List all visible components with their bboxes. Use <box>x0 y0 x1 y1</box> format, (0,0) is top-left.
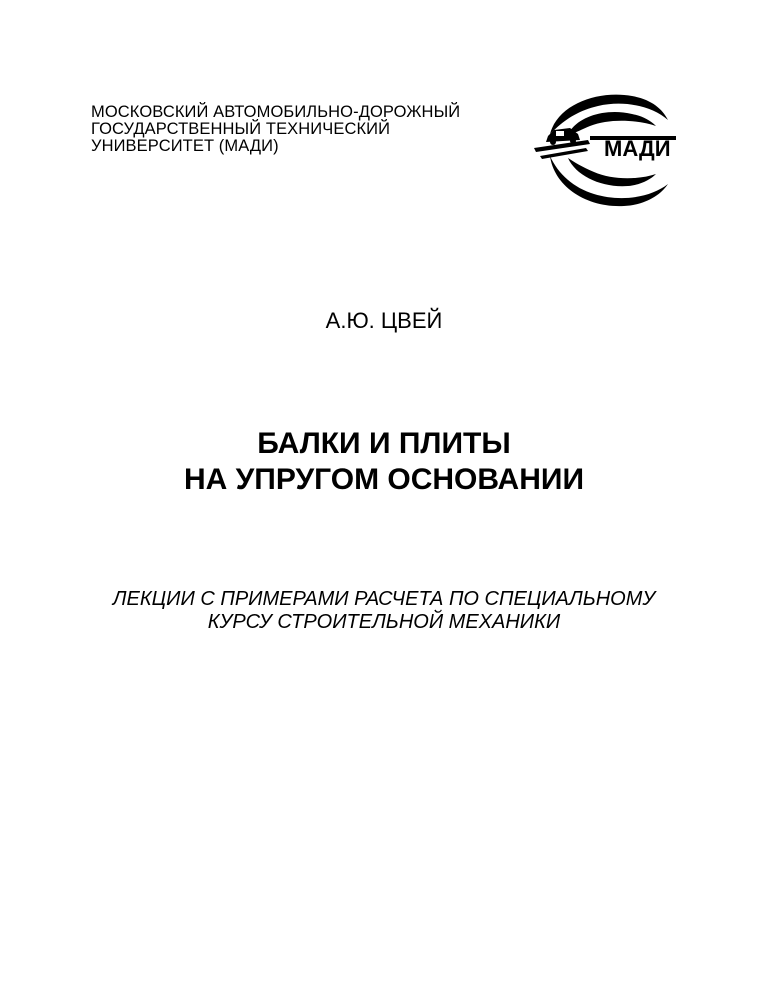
logo-text: МАДИ <box>604 136 671 161</box>
university-name <box>91 104 460 155</box>
madi-logo <box>528 90 676 210</box>
madi-emblem-icon <box>528 90 676 210</box>
subtitle-line-2: КУРСУ СТРОИТЕЛЬНОЙ МЕХАНИКИ <box>207 611 561 633</box>
university-line-3: УНИВЕРСИТЕТ (МАДИ) <box>91 137 279 155</box>
book-subtitle <box>0 588 768 634</box>
title-line-2: НА УПРУГОМ ОСНОВАНИИ <box>183 463 585 496</box>
title-line-1: БАЛКИ И ПЛИТЫ <box>257 427 511 460</box>
university-line-2: ГОСУДАРСТВЕННЫЙ ТЕХНИЧЕСКИЙ <box>91 120 391 138</box>
university-line-1: МОСКОВСКИЙ АВТОМОБИЛЬНО-ДОРОЖНЫЙ <box>91 103 461 121</box>
subtitle-line-1: ЛЕКЦИИ С ПРИМЕРАМИ РАСЧЕТА ПО СПЕЦИАЛЬНОМУ <box>112 588 656 610</box>
author-name: А.Ю. ЦВЕЙ <box>325 308 443 333</box>
book-title <box>0 426 768 498</box>
